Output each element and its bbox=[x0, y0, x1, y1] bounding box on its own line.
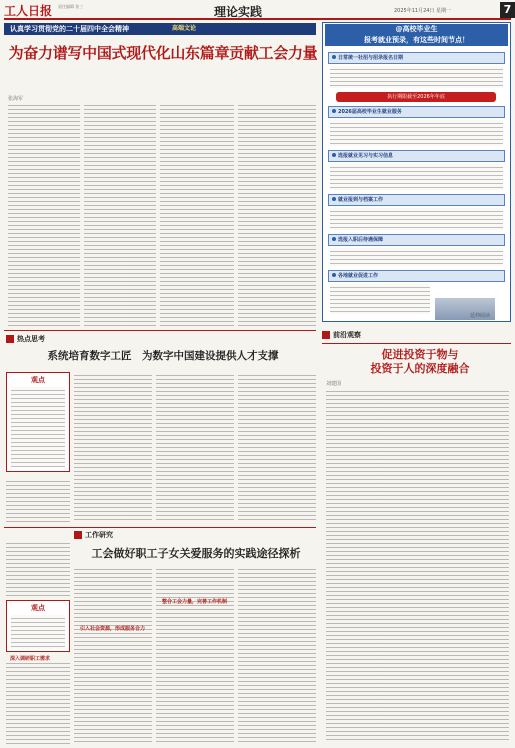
divider bbox=[4, 330, 316, 331]
viewpoint-text bbox=[11, 615, 65, 649]
work-column-1 bbox=[74, 566, 152, 744]
work-column-0 bbox=[6, 540, 70, 596]
work-study-tag: 工作研究 bbox=[74, 530, 117, 541]
sidebox-item: 就业报到与档案工作 bbox=[328, 194, 505, 206]
newspaper-logo: 工人日报 bbox=[4, 4, 53, 18]
sidebox-text bbox=[330, 284, 430, 314]
sidebox-item: 2026届高校毕业生就业服务 bbox=[328, 106, 505, 118]
sidebox-text bbox=[330, 164, 503, 190]
sidebox-note: 延伸阅读 bbox=[470, 313, 491, 319]
sidebox-text bbox=[330, 208, 503, 230]
editor-credit: 责任编辑 张三 bbox=[58, 4, 84, 9]
frontier-headline: 促进投资于物与 投资于人的深度融合 bbox=[370, 348, 470, 375]
viewpoint-box bbox=[6, 372, 70, 472]
sidebox-text bbox=[330, 66, 503, 88]
work-column-0b bbox=[6, 660, 70, 744]
lead-column-1 bbox=[8, 102, 80, 327]
page-number: 7 bbox=[500, 2, 515, 18]
sidebox-item: 各地就业促进工作 bbox=[328, 270, 505, 282]
bullet-icon bbox=[332, 55, 336, 59]
banner-text: 认真学习贯彻党的二十届四中全会精神 bbox=[10, 25, 129, 33]
bullet-icon bbox=[332, 153, 336, 157]
subheading: 整合工会力量，完善工作机制 bbox=[162, 599, 228, 605]
bullet-icon bbox=[332, 237, 336, 241]
sidebox-item: 选报就业见习与实习信息 bbox=[328, 150, 505, 162]
banner-seal: 高端文论 bbox=[172, 25, 197, 32]
lead-column-3 bbox=[160, 102, 234, 327]
hot-column-0 bbox=[6, 478, 70, 522]
deadline-badge: 执行期限截至2026年年底 bbox=[336, 92, 496, 102]
section-title: 理论实践 bbox=[214, 5, 263, 19]
hot-column-3 bbox=[238, 372, 316, 522]
viewpoint-text bbox=[11, 387, 65, 467]
sidebox-text bbox=[330, 120, 503, 146]
hot-column-2 bbox=[156, 372, 234, 522]
divider bbox=[4, 527, 316, 528]
hot-column-1 bbox=[74, 372, 152, 522]
bullet-icon bbox=[332, 273, 336, 277]
frontier-tag: 前沿观察 bbox=[322, 330, 365, 341]
viewpoint-box bbox=[6, 600, 70, 652]
divider bbox=[322, 343, 511, 344]
lead-headline: 为奋力谱写中国式现代化山东篇章贡献工会力量 bbox=[8, 44, 318, 62]
lead-author: 张海军 bbox=[8, 96, 24, 102]
column-banner bbox=[4, 23, 316, 35]
subheading: 引入社会资源，形成服务合力 bbox=[80, 626, 146, 632]
sidebox-item: 日常统一社招与招录报名日期 bbox=[328, 52, 505, 64]
work-headline: 工会做好职工子女关爱服务的实践途径探析 bbox=[91, 547, 301, 560]
issue-date: 2025年11月24日 星期一 bbox=[394, 8, 452, 14]
masthead bbox=[4, 2, 511, 20]
sidebox-item: 选报入职后待遇保障 bbox=[328, 234, 505, 246]
hot-topic-tag: 热点思考 bbox=[6, 334, 49, 345]
subheading: 深入调研职工需求 bbox=[10, 656, 51, 662]
sidebox-heading: @高校毕业生 报考就业预录，有这些时间节点！ bbox=[325, 24, 508, 46]
viewpoint-heading: 观点 bbox=[31, 376, 45, 384]
bullet-icon bbox=[332, 197, 336, 201]
viewpoint-heading: 观点 bbox=[31, 604, 45, 612]
work-column-3 bbox=[238, 566, 316, 744]
frontier-body bbox=[326, 388, 509, 743]
sidebox-text bbox=[330, 248, 503, 266]
frontier-author: 刘建国 bbox=[326, 381, 342, 387]
bullet-icon bbox=[332, 109, 336, 113]
lead-column-4 bbox=[238, 102, 316, 327]
work-column-2 bbox=[156, 566, 234, 744]
lead-column-2 bbox=[84, 102, 156, 327]
hot-headline: 系统培育数字工匠 为数字中国建设提供人才支撑 bbox=[47, 350, 279, 362]
